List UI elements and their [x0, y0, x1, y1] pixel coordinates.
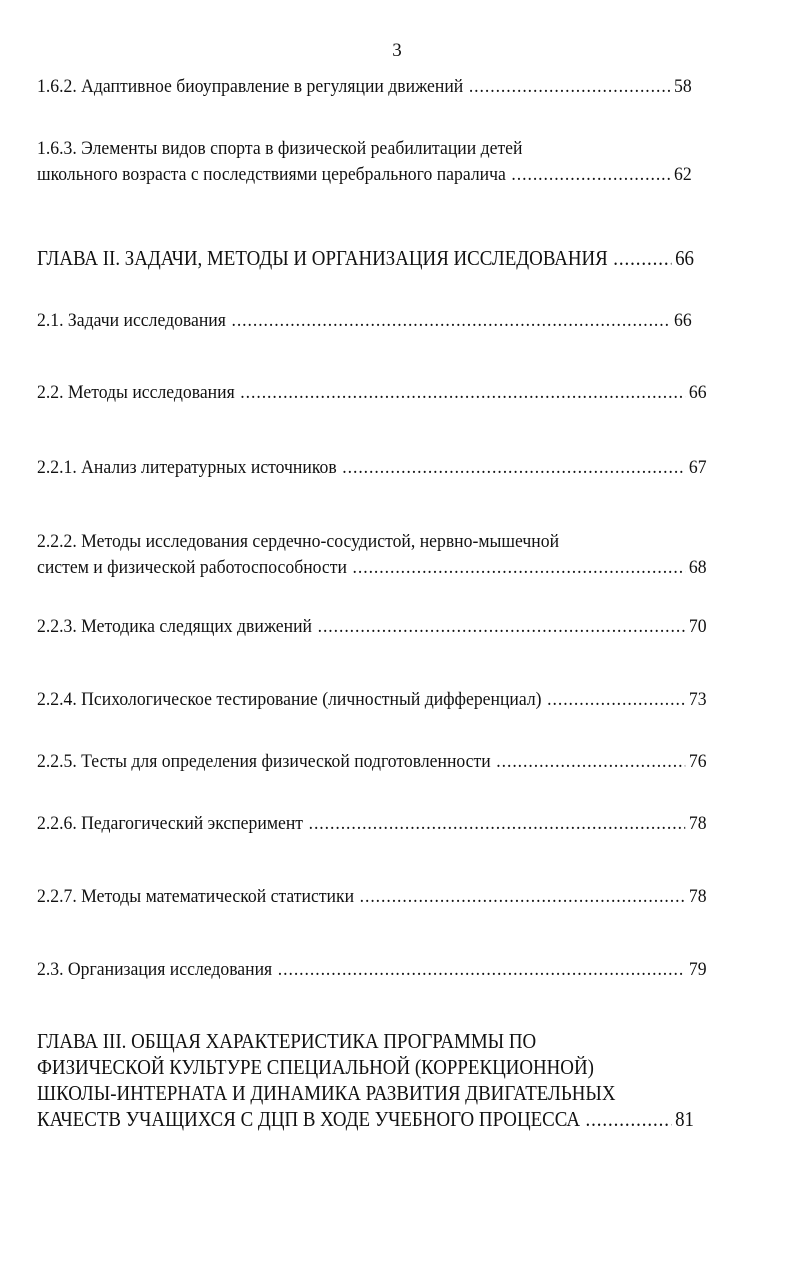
toc-entry-text: 2.2.6. Педагогический эксперимент [37, 813, 304, 834]
dot-leader [353, 555, 686, 581]
toc-entry-2-2-2 [37, 529, 707, 581]
dot-leader [309, 811, 686, 837]
toc-page-number: 62 [674, 164, 692, 185]
toc-page-number: 58 [674, 76, 692, 97]
toc-page-number: 79 [688, 959, 707, 980]
toc-entry-text: ГЛАВА III. ОБЩАЯ ХАРАКТЕРИСТИКА ПРОГРАММЫ ПО [37, 1029, 537, 1053]
toc-entry-text: 2.2.4. Психологическое тестирование (личностный дифференциал) [37, 689, 542, 710]
toc-entry-2-2-7 [37, 884, 707, 910]
toc-entry-text: 2.2.1. Анализ литературных источников [37, 457, 337, 478]
toc-entry-2-2 [37, 380, 707, 406]
toc-entry-1-6-2 [37, 74, 692, 100]
toc-entry-2-2-3 [37, 614, 707, 640]
toc-entry-text: систем и физической работоспособности [37, 557, 347, 578]
dot-leader [469, 74, 670, 100]
toc-entry-text: 2.1. Задачи исследования [37, 310, 226, 331]
toc-page-number: 66 [675, 246, 694, 270]
dot-leader [278, 957, 685, 983]
toc-page-number: 81 [675, 1107, 694, 1131]
toc-entry-text: 2.2.2. Методы исследования сердечно-сосудистой, нервно-мышечной [37, 531, 560, 552]
toc-entry-text: школьного возраста с последствиями церебрального паралича [37, 164, 506, 185]
toc-entry-chapter-2 [37, 245, 694, 271]
toc-entry-2-2-6 [37, 811, 707, 837]
toc-entry-text: 2.2.3. Методика следящих движений [37, 616, 313, 637]
toc-entry-text: ФИЗИЧЕСКОЙ КУЛЬТУРЕ СПЕЦИАЛЬНОЙ (КОРРЕКЦИОННОЙ) [37, 1055, 594, 1079]
dot-leader [360, 884, 686, 910]
toc-page-number: 78 [688, 813, 707, 834]
toc-entry-2-1 [37, 308, 692, 334]
dot-leader [496, 749, 685, 775]
toc-page-number: 70 [688, 616, 707, 637]
toc-page-number: 78 [688, 886, 707, 907]
toc-entry-2-3 [37, 957, 707, 983]
toc-page-number: 66 [674, 310, 692, 331]
dot-leader [231, 308, 670, 334]
toc-entry-text: ГЛАВА II. ЗАДАЧИ, МЕТОДЫ И ОРГАНИЗАЦИЯ ИССЛЕДОВАНИЯ [37, 246, 608, 270]
toc-page-number: 68 [688, 557, 707, 578]
toc-entry-text: 2.3. Организация исследования [37, 959, 273, 980]
toc-entry-1-6-3 [37, 136, 692, 188]
toc-entry-chapter-3 [37, 1028, 694, 1132]
toc-entry-text: ШКОЛЫ-ИНТЕРНАТА И ДИНАМИКА РАЗВИТИЯ ДВИГАТЕЛЬНЫХ [37, 1081, 616, 1105]
toc-entry-2-2-5 [37, 749, 707, 775]
page-number: 3 [392, 40, 402, 61]
toc-entry-2-2-1 [37, 455, 707, 481]
dot-leader [318, 614, 686, 640]
toc-page-number: 73 [688, 689, 707, 710]
toc-entry-text: КАЧЕСТВ УЧАЩИХСЯ С ДЦП В ХОДЕ УЧЕБНОГО ПРОЦЕССА [37, 1107, 581, 1131]
toc-entry-text: 1.6.3. Элементы видов спорта в физической реабилитации детей [37, 138, 523, 159]
toc-entry-text: 1.6.2. Адаптивное биоуправление в регуляции движений [37, 76, 464, 97]
toc-page-number: 66 [688, 382, 707, 403]
toc-entry-text: 2.2.5. Тесты для определения физической подготовленности [37, 751, 491, 772]
toc-entry-2-2-4 [37, 687, 707, 713]
dot-leader [547, 687, 685, 713]
toc-entry-text: 2.2. Методы исследования [37, 382, 235, 403]
dot-leader [342, 455, 685, 481]
dot-leader [585, 1106, 671, 1132]
toc-page-number: 76 [688, 751, 707, 772]
toc-page-number: 67 [688, 457, 707, 478]
dot-leader [511, 162, 670, 188]
toc-entry-text: 2.2.7. Методы математической статистики [37, 886, 355, 907]
dot-leader [240, 380, 685, 406]
dot-leader [613, 245, 671, 271]
